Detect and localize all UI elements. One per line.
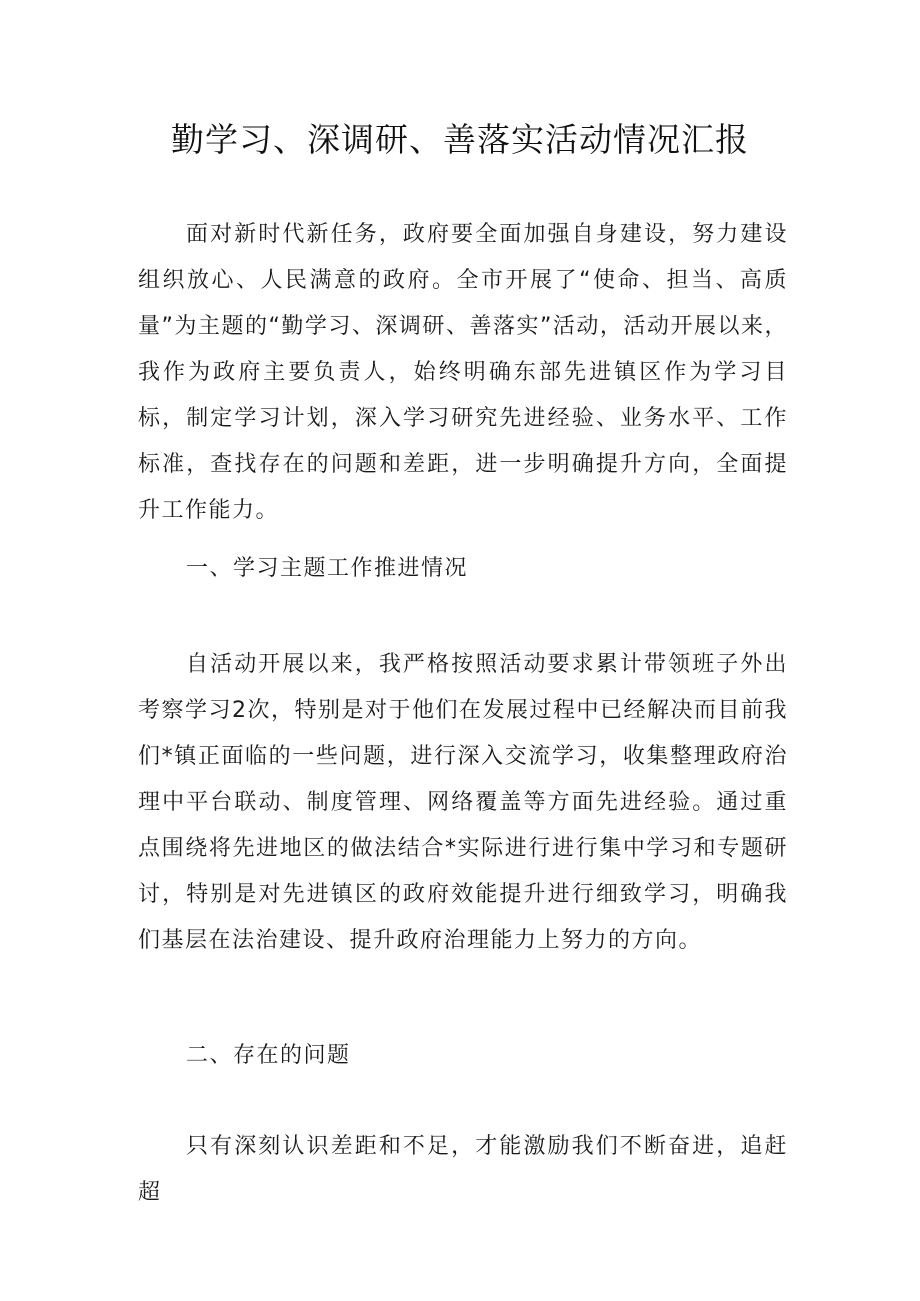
section-paragraph-2: 只有深刻认识差距和不足，才能激励我们不断奋进，追赶超 bbox=[138, 1134, 788, 1205]
document-title: 勤学习、深调研、善落实活动情况汇报 bbox=[171, 120, 749, 159]
section-heading-2: 二、存在的问题 bbox=[186, 1043, 351, 1068]
section-paragraph-1: 自活动开展以来，我严格按照活动要求累计带领班子外出考察学习2次，特别是对于他们在发展过程中已经解决而目前我们*镇正面临的一些问题，进行深入交流学习，收集整理政府治理中平台联动、制度管理、网络覆盖等方面先进经验。通过重点围绕将先进地区的做法结合*实际进行进行集中学习和专题研讨，特别是对先进镇区的政府效能提升进行细致学习，明确我们基层在法治建设、提升政府治理能力上努力的方向。 bbox=[138, 652, 788, 953]
section-heading-1: 一、学习主题工作推进情况 bbox=[186, 556, 469, 581]
intro-paragraph: 面对新时代新任务，政府要全面加强自身建设，努力建设组织放心、人民满意的政府。全市开展了“使命、担当、高质量”为主题的“勤学习、深调研、善落实”活动，活动开展以来，我作为政府主要负责人，始终明确东部先进镇区作为学习目标，制定学习计划，深入学习研究先进经验、业务水平、工作标准，查找存在的问题和差距，进一步明确提升方向，全面提升工作能力。 bbox=[138, 222, 788, 523]
